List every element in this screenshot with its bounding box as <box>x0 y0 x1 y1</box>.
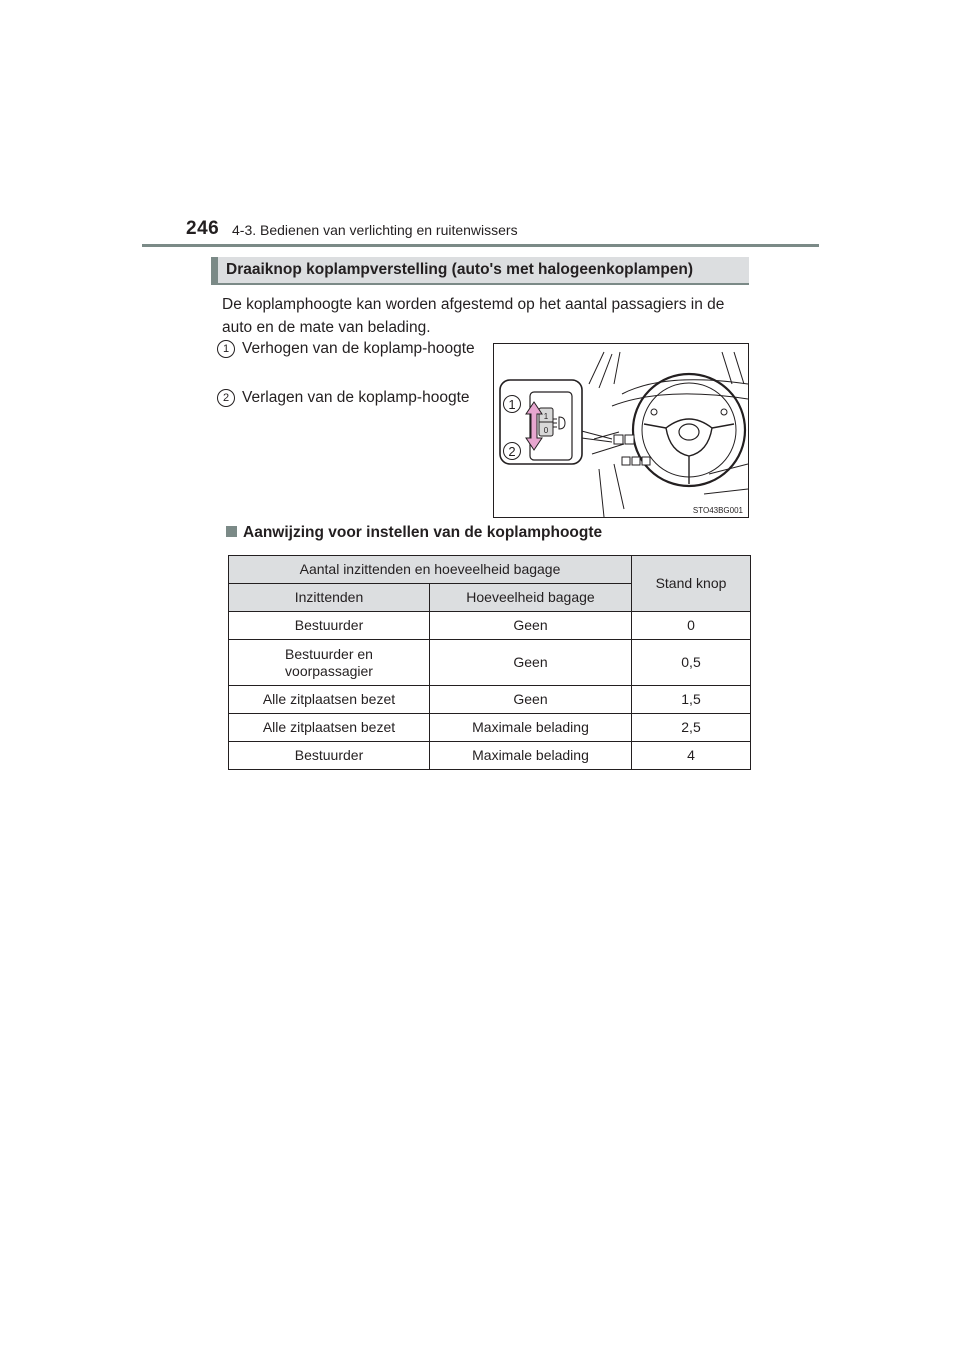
dashboard-drawing <box>494 344 748 517</box>
position-cell: 2,5 <box>632 714 751 742</box>
table-row <box>229 714 751 742</box>
position-header-cell: Stand knop <box>632 556 751 612</box>
headlamp-setting-table <box>228 555 751 770</box>
position-cell: 1,5 <box>632 686 751 714</box>
table-row <box>229 686 751 714</box>
intro-paragraph: De koplamphoogte kan worden afgestemd op het aantal passagiers in de auto en de mate van belading. <box>222 296 725 336</box>
luggage-header-cell: Hoeveelheid bagage <box>430 584 632 612</box>
occupants-cell: Bestuurder <box>229 612 430 640</box>
luggage-cell: Maximale belading <box>430 742 632 770</box>
occupants-cell: Alle zitplaatsen bezet <box>229 686 430 714</box>
table-header-row <box>229 556 751 584</box>
callout-number-1: 1 <box>508 397 516 412</box>
table-row <box>229 612 751 640</box>
occupants-header-cell: Inzittenden <box>229 584 430 612</box>
step-item-raise <box>217 337 475 360</box>
figure-code: STO43BG001 <box>692 506 743 515</box>
callout-number-2: 2 <box>508 444 516 459</box>
step-number-1-icon: 1 <box>217 340 235 358</box>
luggage-cell: Maximale belading <box>430 714 632 742</box>
dial-illustration <box>493 343 749 518</box>
luggage-cell: Geen <box>430 686 632 714</box>
dial-mark: 1 <box>543 412 549 421</box>
step-item-lower <box>217 386 475 409</box>
occupants-cell: Bestuurder en voorpassagier <box>229 640 430 686</box>
step-text: Verhogen van de koplamp-hoogte <box>242 340 475 357</box>
header-divider <box>142 244 819 247</box>
square-bullet-icon <box>226 526 237 537</box>
subheading-text: Aanwijzing voor instellen van de koplamphoogte <box>243 524 603 541</box>
position-cell: 4 <box>632 742 751 770</box>
group-header-cell: Aantal inzittenden en hoeveelheid bagage <box>229 556 632 584</box>
page-number: 246 <box>186 218 220 239</box>
step-number-2-icon: 2 <box>217 389 235 407</box>
section-heading: Draaiknop koplampverstelling (auto's met halogeenkoplampen) <box>211 257 749 285</box>
subheading <box>226 524 602 542</box>
step-text: Verlagen van de koplamp-hoogte <box>242 389 470 406</box>
section-breadcrumb: 4-3. Bedienen van verlichting en ruitenwissers <box>232 222 518 238</box>
luggage-cell: Geen <box>430 612 632 640</box>
table-row <box>229 742 751 770</box>
dial-mark: 0 <box>543 426 549 435</box>
table-row <box>229 640 751 686</box>
position-cell: 0,5 <box>632 640 751 686</box>
position-cell: 0 <box>632 612 751 640</box>
occupants-cell: Alle zitplaatsen bezet <box>229 714 430 742</box>
luggage-cell: Geen <box>430 640 632 686</box>
occupants-cell: Bestuurder <box>229 742 430 770</box>
